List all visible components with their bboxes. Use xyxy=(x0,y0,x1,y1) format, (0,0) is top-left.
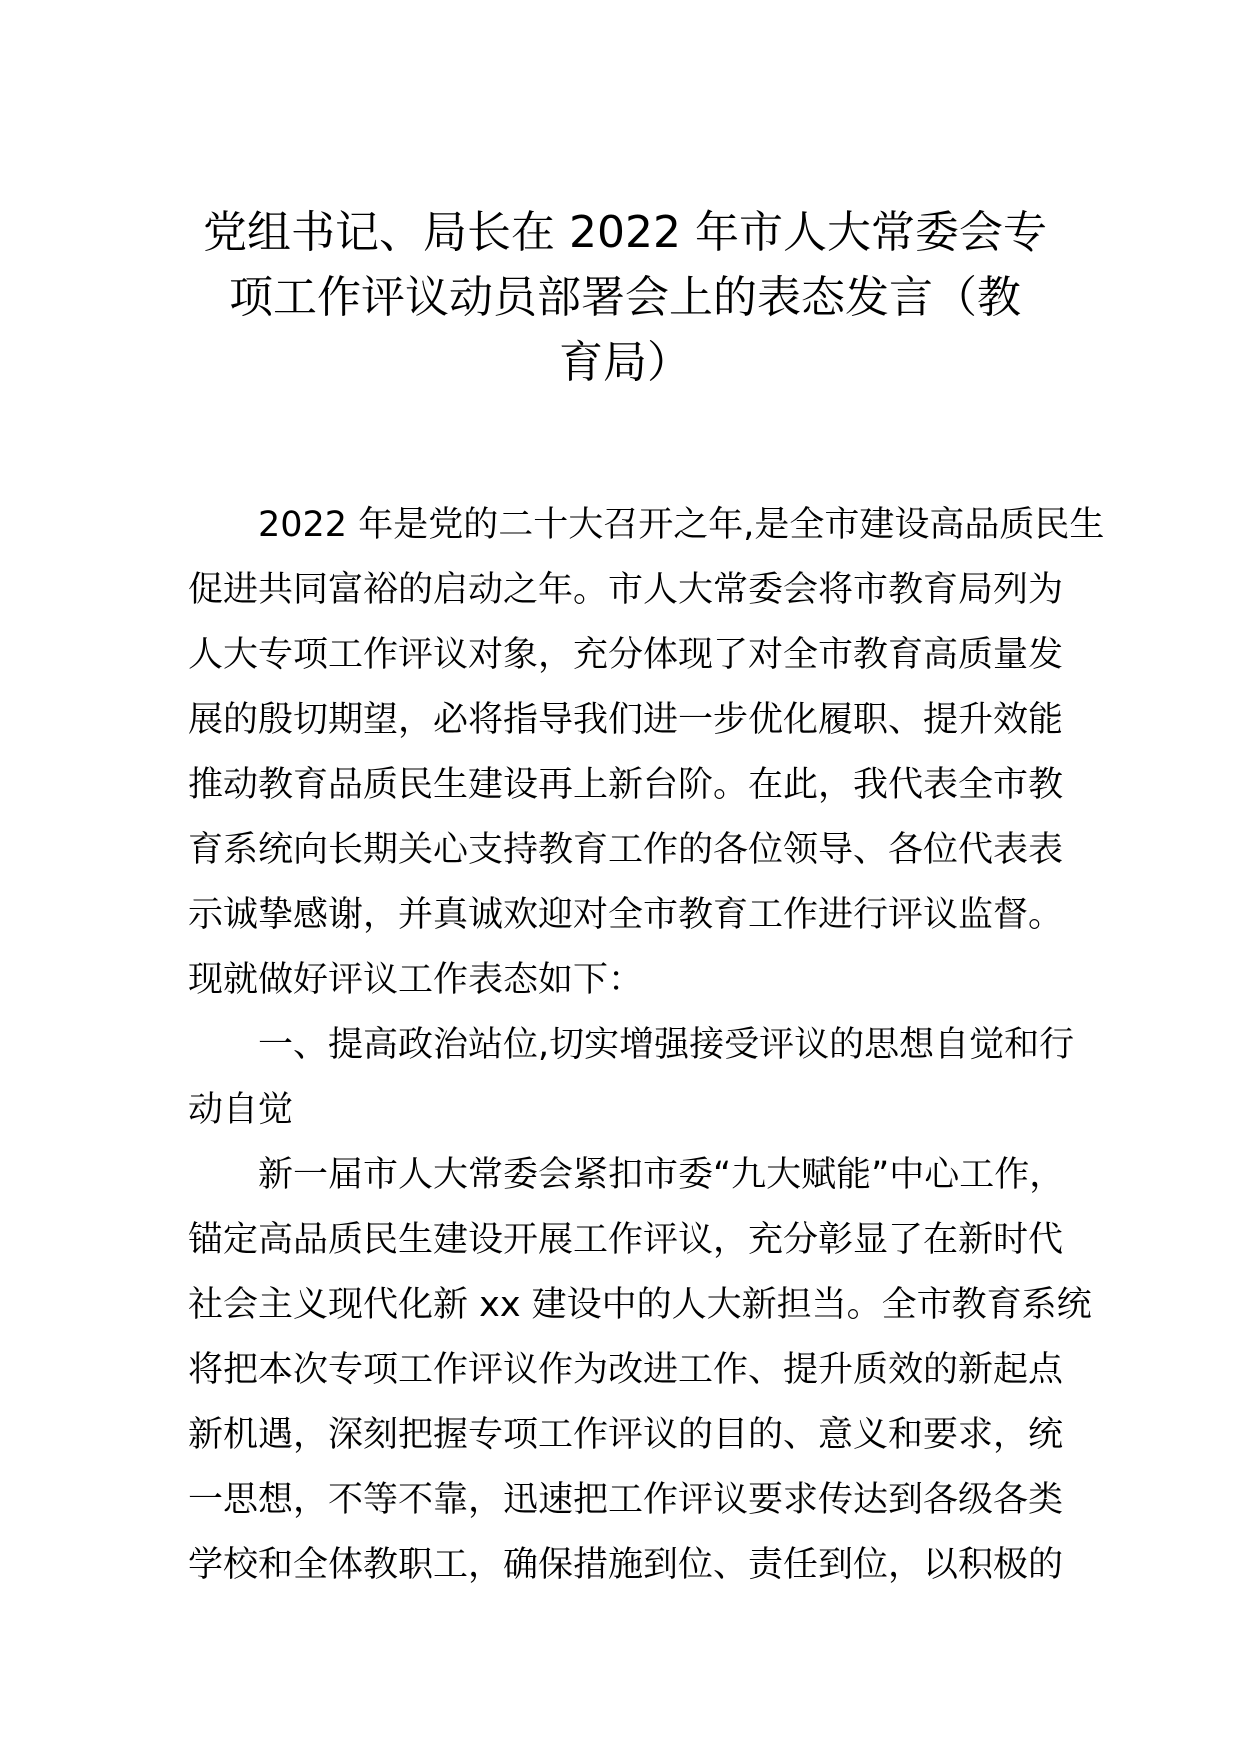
paragraph-section-1 xyxy=(188,1143,1092,1598)
text-line: 新一届市人大常委会紧扣市委“九大赋能”中心工作， xyxy=(258,1155,1065,1195)
text-line: 新机遇，深刻把握专项工作评议的目的、意义和要求，统 xyxy=(188,1415,1064,1455)
title-line-3: 育局） xyxy=(559,337,691,388)
document-body xyxy=(188,493,1105,1598)
heading-line: 动自觉 xyxy=(188,1090,294,1130)
text-line: 锚定高品质民生建设开展工作评议，充分彰显了在新时代 xyxy=(188,1220,1064,1260)
text-line: 现就做好评议工作表态如下： xyxy=(188,960,644,1000)
section-heading-1 xyxy=(188,1013,1088,1143)
text-line: 促进共同富裕的启动之年。市人大常委会将市教育局列为 xyxy=(188,570,1064,610)
heading-line: 一、提高政治站位,切实增强接受评议的思想自觉和行 xyxy=(258,1025,1075,1065)
text-line: 推动教育品质民生建设再上新台阶。在此，我代表全市教 xyxy=(188,765,1064,805)
text-line: 示诚挚感谢，并真诚欢迎对全市教育工作进行评议监督。 xyxy=(188,895,1064,935)
title-line-1: 党组书记、局长在 2022 年市人大常委会专 xyxy=(203,207,1047,258)
text-line: 人大专项工作评议对象，充分体现了对全市教育高质量发 xyxy=(188,635,1064,675)
document-title xyxy=(185,200,1065,395)
text-line: 将把本次专项工作评议作为改进工作、提升质效的新起点 xyxy=(188,1350,1064,1390)
text-line: 社会主义现代化新 xx 建设中的人大新担当。全市教育系统 xyxy=(188,1285,1092,1325)
text-line: 2022 年是党的二十大召开之年,是全市建设高品质民生 xyxy=(258,505,1105,545)
text-line: 育系统向长期关心支持教育工作的各位领导、各位代表表 xyxy=(188,830,1064,870)
title-line-2: 项工作评议动员部署会上的表态发言（教 xyxy=(229,272,1021,323)
text-line: 学校和全体教职工，确保措施到位、责任到位，以积极的 xyxy=(188,1545,1064,1585)
paragraph-intro xyxy=(188,493,1105,1013)
text-line: 展的殷切期望，必将指导我们进一步优化履职、提升效能 xyxy=(188,700,1064,740)
text-line: 一思想，不等不靠，迅速把工作评议要求传达到各级各类 xyxy=(188,1480,1064,1520)
